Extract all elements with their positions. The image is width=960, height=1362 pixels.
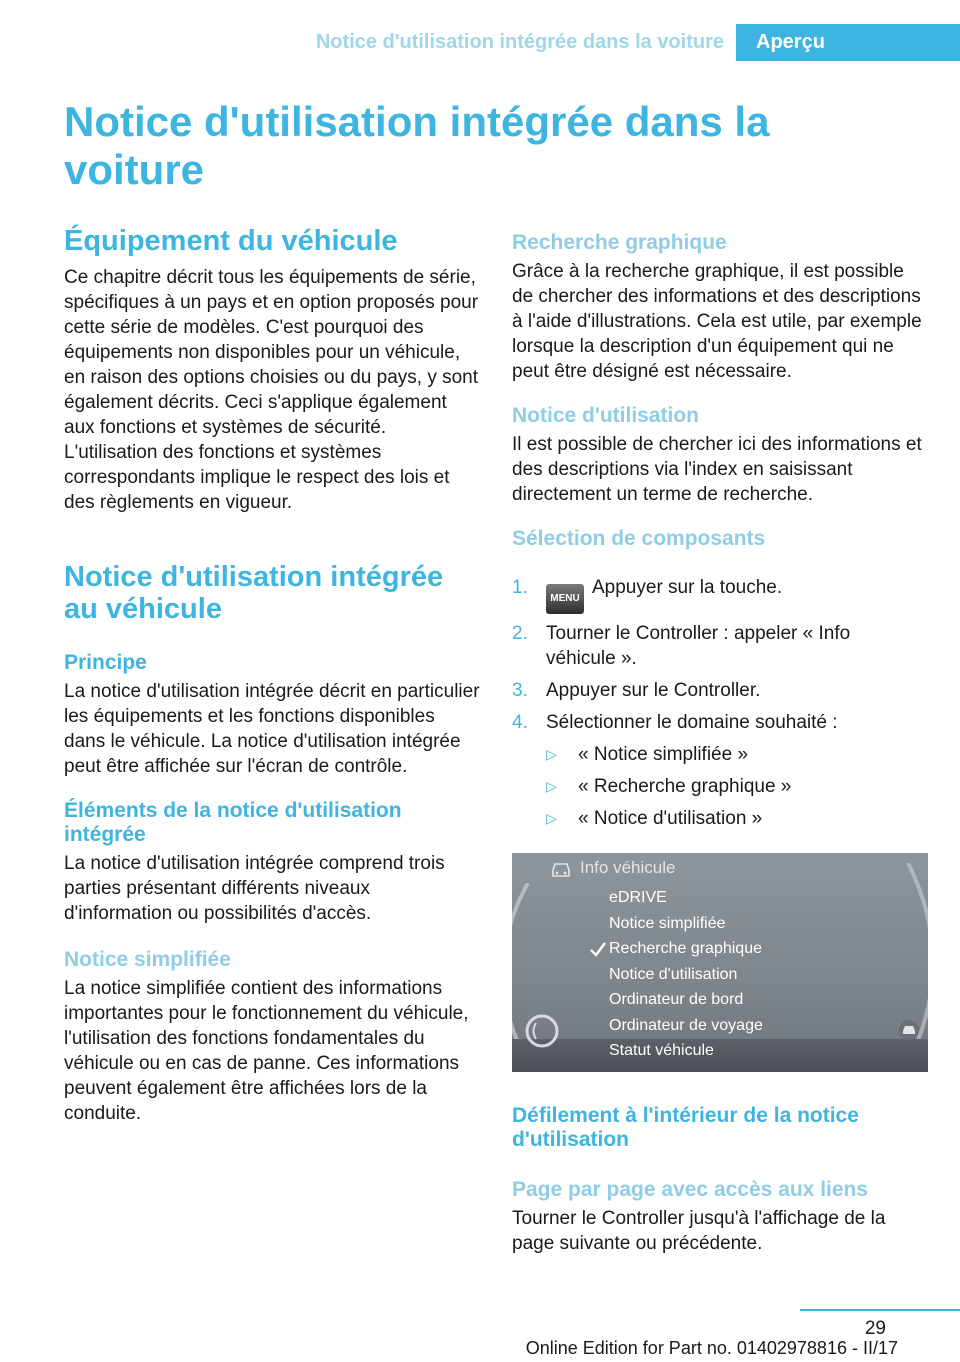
step-text: Appuyer sur le Controller. (546, 680, 761, 701)
step-number: 3. (512, 680, 528, 701)
step-number: 1. (512, 577, 528, 598)
page-title: Notice d'utilisation intégrée dans la voiture (64, 98, 770, 193)
screen-menu-item: eDRIVE (609, 889, 667, 906)
heading-elements: Éléments de la notice d'utilisation intégrée (64, 799, 402, 846)
paragraph-notice-simplifiee: La notice simplifiée contient des informations importantes pour le fonctionnement du véhicule, l'utilisation des fonctions fondamentales du véhicule ou en cas de panne. Ces informations peuvent également être affichées lors de la conduite. (64, 978, 469, 1124)
step-item (512, 710, 924, 735)
vehicle-status-icon (896, 1019, 922, 1041)
controller-icon (522, 1011, 562, 1051)
step-number: 2. (512, 623, 528, 644)
screen-menu-item: Statut véhicule (609, 1042, 714, 1059)
step-item (512, 678, 924, 703)
heading-selection-composants: Sélection de composants (512, 527, 766, 550)
screen-menu (609, 885, 763, 1064)
paragraph-elements: La notice d'utilisation intégrée comprend trois parties présentant différents niveaux d'information ou possibilités d'accès. (64, 853, 445, 924)
screen-menu-item-selected: Recherche graphique (609, 940, 762, 957)
sub-item (512, 806, 924, 831)
steps-list (512, 575, 924, 735)
header-title: Notice d'utilisation intégrée dans la voiture (315, 31, 724, 53)
step-text: Appuyer sur la touche. (592, 577, 783, 598)
edition-footer: Online Edition for Part no. 01402978816 - II/17 (525, 1338, 898, 1358)
paragraph-principe: La notice d'utilisation intégrée décrit en particulier les équipements et les fonctions disponibles dans le véhicule. La notice d'utilisation intégrée peut être affichée sur l'écran de contrôle. (64, 681, 480, 777)
step-number: 4. (512, 712, 528, 733)
paragraph-recherche-graphique: Grâce à la recherche graphique, il est possible de chercher des informations et des descriptions à l'aide d'illustrations. Cela est utile, par exemple lorsque la description d'un équipement qui ne peut être désigné est nécessaire. (512, 261, 922, 382)
right-column (512, 225, 924, 1256)
triangle-bullet-icon: ▷ (546, 810, 557, 826)
left-column (64, 225, 480, 1126)
sub-item-text: « Notice simplifiée » (578, 744, 749, 765)
screen-menu-item: Notice simplifiée (609, 914, 726, 932)
triangle-bullet-icon: ▷ (546, 778, 557, 794)
page-header (0, 24, 960, 61)
screen-title: Info véhicule (580, 858, 676, 877)
car-icon (550, 861, 572, 879)
menu-key-icon: MENU (546, 584, 584, 614)
screen-menu-item: Notice d'utilisation (609, 965, 738, 983)
triangle-bullet-icon: ▷ (546, 746, 557, 762)
step-text: Tourner le Controller : appeler « Info véhicule ». (546, 623, 851, 669)
heading-page-par-page: Page par page avec accès aux liens (512, 1178, 869, 1201)
checkmark-icon (589, 941, 607, 957)
sub-list (512, 742, 924, 831)
heading-recherche-graphique: Recherche graphique (512, 231, 727, 254)
step-item (512, 575, 924, 614)
step-text: Sélectionner le domaine souhaité : (546, 712, 838, 733)
sub-item-text: « Recherche graphique » (578, 776, 792, 797)
screen-menu-item: Ordinateur de bord (609, 991, 744, 1008)
heading-notice-utilisation: Notice d'utilisation (512, 404, 700, 427)
sub-item (512, 742, 924, 767)
paragraph-page-par-page: Tourner le Controller jusqu'à l'affichage de la page suivante ou précédente. (512, 1208, 886, 1254)
idrive-screenshot (512, 853, 928, 1072)
sub-item (512, 774, 924, 799)
step-item (512, 621, 924, 671)
page-number: 29 (864, 1318, 886, 1339)
heading-equipement: Équipement du véhicule (64, 225, 398, 257)
header-section-tab: Aperçu (736, 24, 960, 61)
heading-notice-simplifiee: Notice simplifiée (64, 948, 231, 971)
heading-defilement: Défilement à l'intérieur de la notice d'utilisation (512, 1104, 859, 1151)
screen-menu-item: Ordinateur de voyage (609, 1016, 763, 1034)
heading-principe: Principe (64, 651, 147, 674)
paragraph-notice-utilisation: Il est possible de chercher ici des informations et des descriptions via l'index en saisissant directement un terme de recherche. (512, 434, 922, 505)
footer-rule (800, 1309, 960, 1311)
heading-notice-integree: Notice d'utilisation intégrée au véhicule (64, 561, 444, 625)
paragraph-equipement: Ce chapitre décrit tous les équipements de série, spécifiques à un pays et en option proposés pour cette série de modèles. C'est pourquoi des équipements non disponibles pour un véhicule, en raison des options choisies ou du pays, y sont également décrits. Ceci s'applique également aux fonctions et systèmes de sécurité. L'utilisation des fonctions et systèmes correspondants implique le respect des lois et des règlements en vigueur. (64, 267, 479, 513)
sub-item-text: « Notice d'utilisation » (578, 808, 763, 829)
